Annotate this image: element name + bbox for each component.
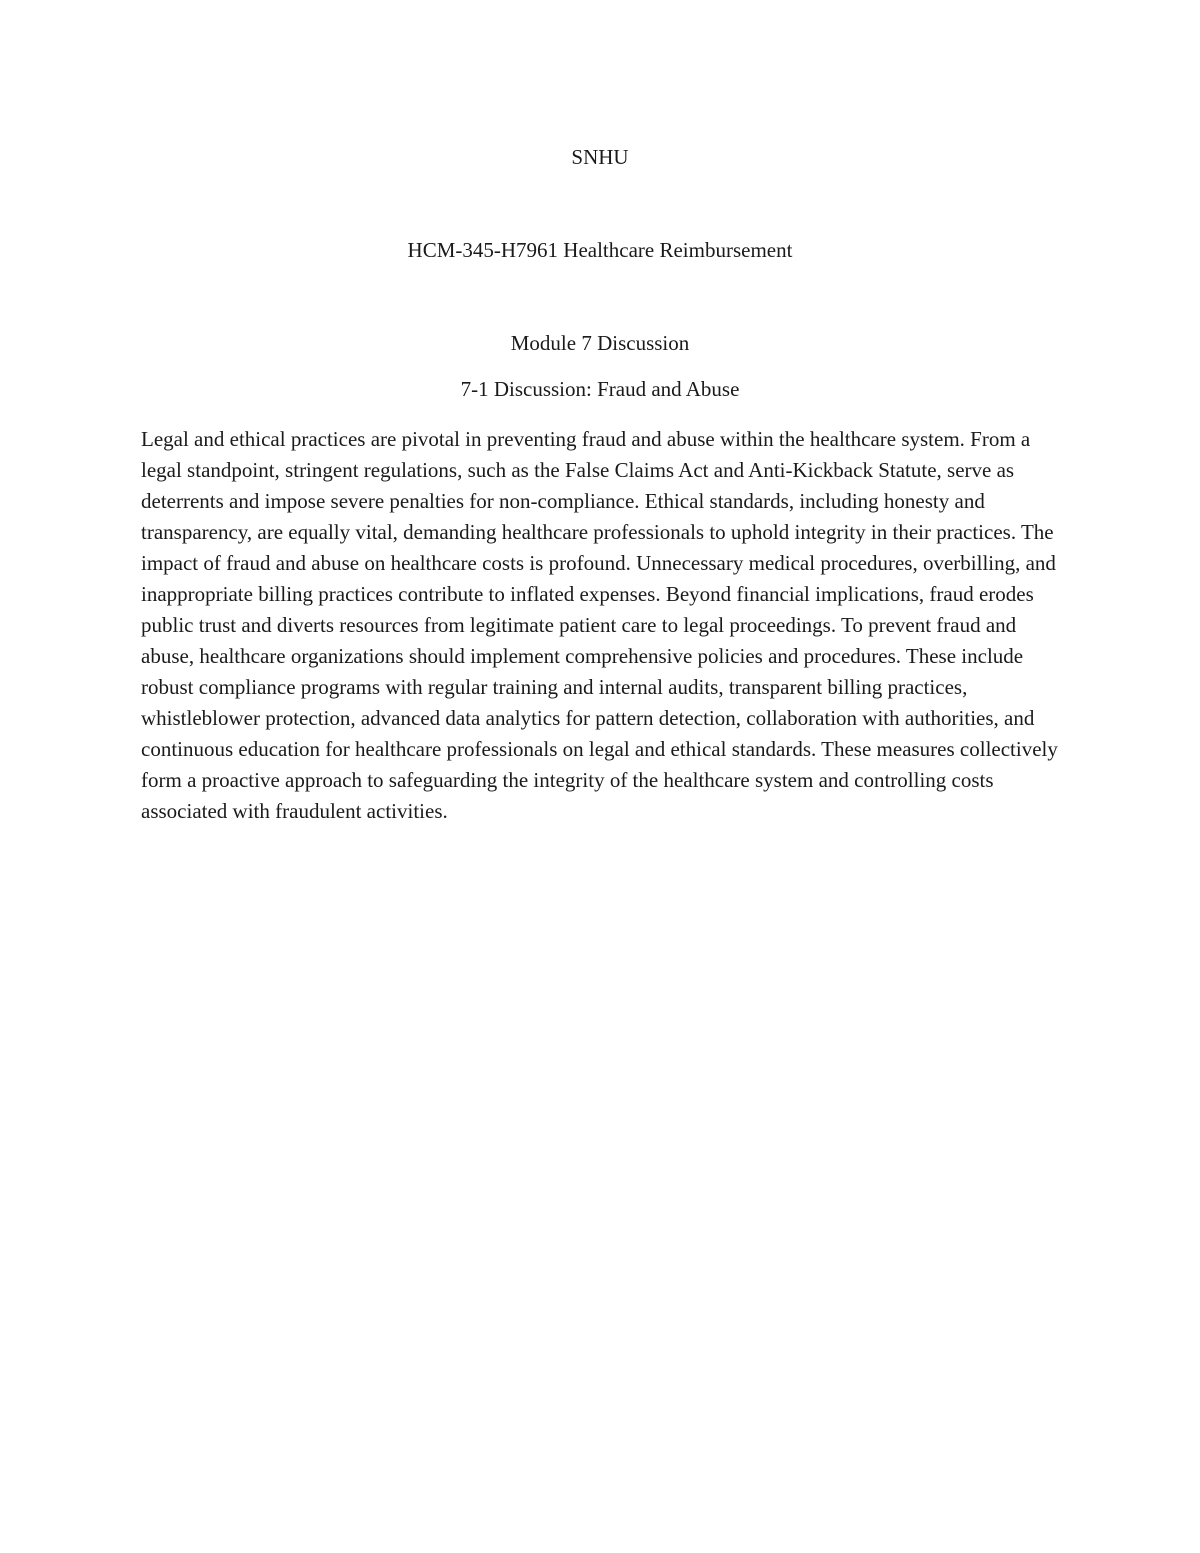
course-title: HCM-345-H7961 Healthcare Reimbursement [407, 238, 793, 262]
body-paragraph: Legal and ethical practices are pivotal in preventing fraud and abuse within the healthcare system. From a legal standpoint, stringent regulations, such as the False Claims Act and Anti-Kickback Statute, serve as deterrents and impose severe penalties for non-compliance. Ethical standards, including honesty and transparency, are equally vital, demanding healthcare professionals to uphold integrity in their practices. The impact of fraud and abuse on healthcare costs is profound. Unnecessary medical procedures, overbilling, and inappropriate billing practices contribute to inflated expenses. Beyond financial implications, fraud erodes public trust and diverts resources from legitimate patient care to legal proceedings. To prevent fraud and abuse, healthcare organizations should implement comprehensive policies and procedures. These include robust compliance programs with regular training and internal audits, transparent billing practices, whistleblower protection, advanced data analytics for pattern detection, collaboration with authorities, and continuous education for healthcare professionals on legal and ethical standards. These measures collectively form a proactive approach to safeguarding the integrity of the healthcare system and controlling costs associated with fraudulent activities. [141, 427, 1058, 823]
institution-name: SNHU [571, 145, 629, 169]
discussion-title: 7-1 Discussion: Fraud and Abuse [460, 377, 740, 401]
module-heading: Module 7 Discussion [510, 331, 690, 355]
